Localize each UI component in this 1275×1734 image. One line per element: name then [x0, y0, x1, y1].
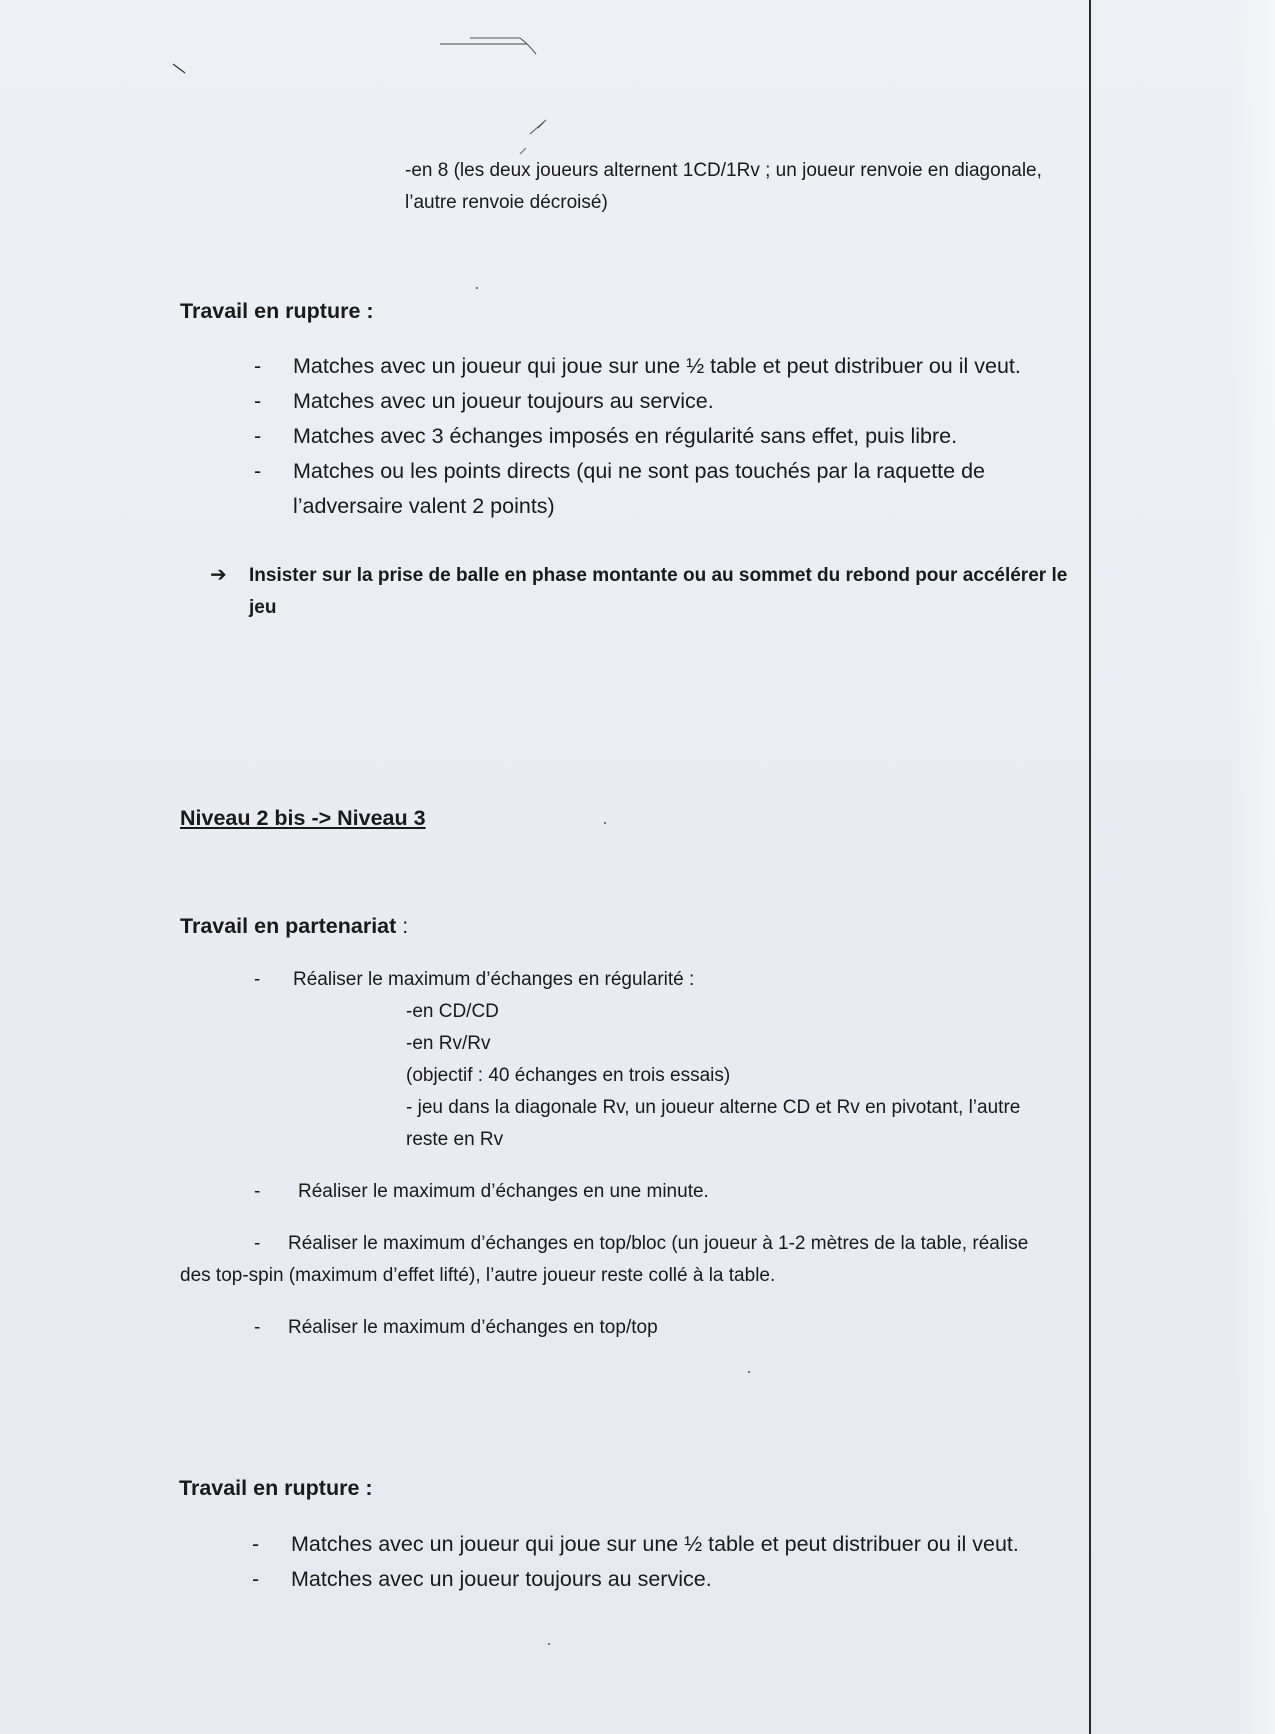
bullet-dash: - [254, 969, 261, 990]
bullet-dash: - [254, 424, 262, 448]
partenariat-sub-2: -en Rv/Rv [406, 1033, 491, 1054]
rupture1-item-1: Matches avec un joueur qui joue sur une ½ table et peut distribuer ou il veut. [293, 354, 1021, 378]
partenariat-sub-4: - jeu dans la diagonale Rv, un joueur alterne CD et Rv en pivotant, l’autre [406, 1097, 1021, 1118]
insist-line-1: Insister sur la prise de balle en phase montante ou au sommet du rebond pour accélérer le [249, 565, 1068, 586]
partenariat-item-1: Réaliser le maximum d’échanges en régularité : [293, 969, 695, 990]
level-heading: Niveau 2 bis -> Niveau 3 [180, 806, 426, 830]
partenariat-heading-colon: : [396, 914, 409, 938]
rupture-heading-1: Travail en rupture : [180, 299, 374, 323]
page-edge-shadow [1230, 0, 1275, 1734]
insist-line-2: jeu [249, 597, 277, 618]
bullet-dash: - [254, 1317, 261, 1338]
rupture2-item-2: Matches avec un joueur toujours au service. [291, 1567, 712, 1591]
arrow-right-icon: ➔ [210, 564, 227, 586]
bullet-dash: - [254, 389, 262, 413]
partenariat-item-3-cont: des top-spin (maximum d’effet lifté), l’autre joueur reste collé à la table. [180, 1265, 776, 1286]
scan-speck [604, 822, 606, 824]
partenariat-item-4: Réaliser le maximum d’échanges en top/top [288, 1317, 658, 1338]
scan-speck [748, 1371, 750, 1373]
rupture1-item-4-cont: l’adversaire valent 2 points) [293, 494, 555, 518]
rupture1-item-2: Matches avec un joueur toujours au service. [293, 389, 714, 413]
partenariat-sub-3: (objectif : 40 échanges en trois essais) [406, 1065, 731, 1086]
bullet-dash: - [252, 1532, 260, 1556]
top-line-1: -en 8 (les deux joueurs alternent 1CD/1Rv ; un joueur renvoie en diagonale, [405, 160, 1042, 181]
partenariat-item-3: Réaliser le maximum d’échanges en top/bloc (un joueur à 1-2 mètres de la table, réalise [288, 1233, 1029, 1254]
bullet-dash: - [254, 1181, 261, 1202]
partenariat-sub-5: reste en Rv [406, 1129, 504, 1150]
scan-speck [548, 1643, 550, 1645]
partenariat-sub-1: -en CD/CD [406, 1001, 499, 1022]
rupture-heading-2: Travail en rupture : [179, 1476, 373, 1500]
partenariat-item-2: Réaliser le maximum d’échanges en une minute. [298, 1181, 709, 1202]
bullet-dash: - [254, 1233, 261, 1254]
page-fold-line [1089, 0, 1091, 1734]
rupture1-item-3: Matches avec 3 échanges imposés en régularité sans effet, puis libre. [293, 424, 958, 448]
scan-speck [476, 287, 478, 289]
partenariat-heading-label: Travail en partenariat [180, 914, 397, 938]
rupture2-item-1: Matches avec un joueur qui joue sur une ½ table et peut distribuer ou il veut. [291, 1532, 1019, 1556]
bullet-dash: - [252, 1567, 260, 1591]
partenariat-heading [180, 914, 408, 939]
rupture1-item-4: Matches ou les points directs (qui ne sont pas touchés par la raquette de [293, 459, 985, 483]
bullet-dash: - [254, 459, 262, 483]
top-line-2: l’autre renvoie décroisé) [405, 192, 608, 213]
bullet-dash: - [254, 354, 262, 378]
